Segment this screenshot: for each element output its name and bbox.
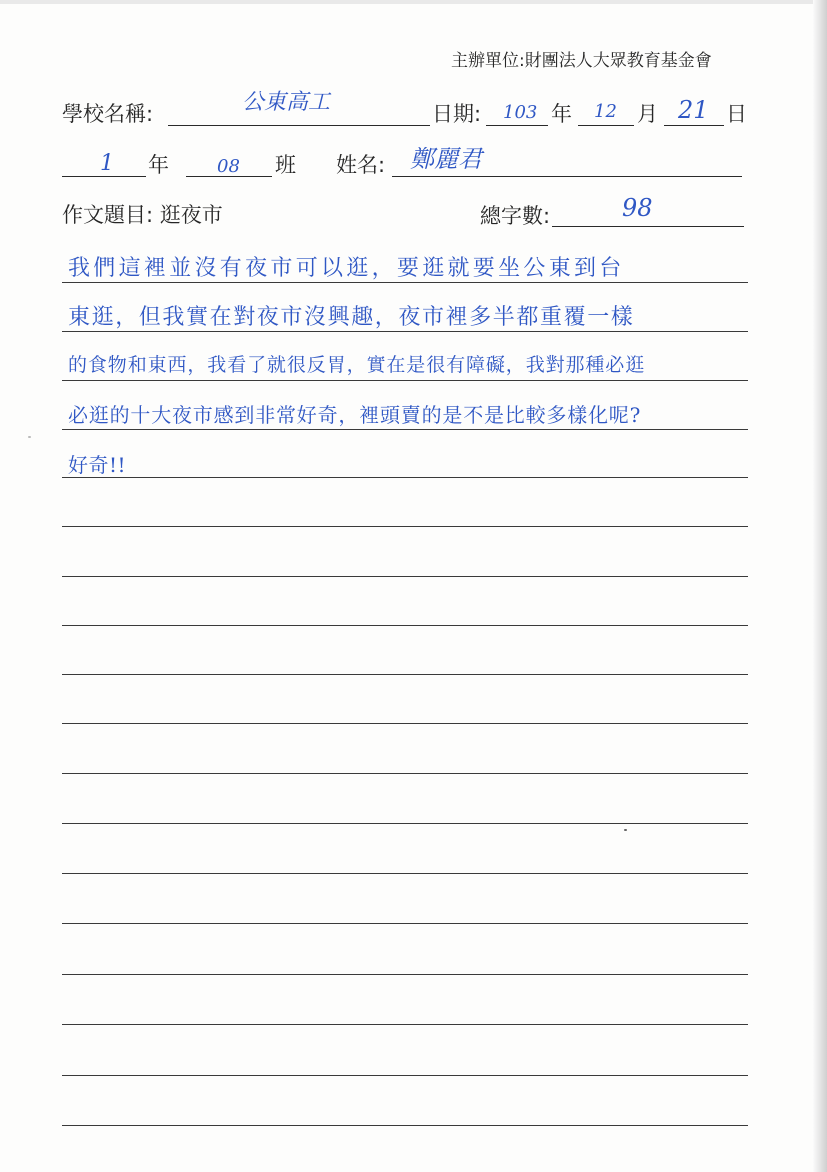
essay-line-2: 東逛，但我實在對夜市沒興趣，夜市裡多半都重覆一樣 [68, 305, 635, 330]
ruled-line [62, 1024, 748, 1025]
ruled-line [62, 1125, 748, 1126]
essay-line-5: 好奇!! [68, 453, 127, 477]
grade-label: 年 [148, 153, 169, 177]
ruled-line [62, 923, 748, 924]
class-value: 08 [217, 156, 240, 177]
date-label: 日期: [432, 102, 482, 126]
ruled-line [62, 823, 748, 824]
ruled-line [62, 674, 748, 675]
scan-speck [28, 436, 31, 438]
school-underline [168, 125, 430, 126]
ruled-line [62, 429, 748, 430]
month-value: 12 [594, 101, 617, 122]
year-underline [486, 125, 548, 126]
year-label: 年 [551, 102, 572, 126]
essay-line-1: 我們這裡並沒有夜市可以逛，要逛就要坐公東到台 [68, 256, 625, 281]
ruled-line [62, 1075, 748, 1076]
ruled-line [62, 974, 748, 975]
school-value: 公東高工 [242, 90, 331, 115]
word-count-underline [552, 226, 744, 227]
day-value: 21 [678, 96, 709, 124]
scan-right-edge [813, 0, 827, 1172]
ruled-line [62, 625, 748, 626]
essay-line-3: 的食物和東西，我看了就很反胃，實在是很有障礙，我對那種必逛 [68, 354, 646, 376]
organizer-text: 主辦單位:財團法人大眾教育基金會 [451, 51, 712, 71]
essay-line-4: 必逛的十大夜市感到非常好奇，裡頭賣的是不是比較多樣化呢? [68, 403, 642, 427]
ruled-line [62, 873, 748, 874]
ruled-line [62, 723, 748, 724]
name-label: 姓名: [336, 153, 386, 177]
ruled-line [62, 576, 748, 577]
name-value: 鄭麗君 [410, 145, 482, 173]
scan-top-edge [0, 0, 827, 4]
scan-speck [624, 829, 627, 831]
day-label: 日 [726, 102, 747, 126]
class-label: 班 [275, 153, 296, 177]
topic-label: 作文題目: 逛夜市 [62, 203, 223, 227]
word-count-label: 總字數: [480, 204, 551, 228]
ruled-line [62, 380, 748, 381]
ruled-line [62, 526, 748, 527]
word-count-value: 98 [622, 194, 653, 222]
month-label: 月 [637, 102, 658, 126]
ruled-line [62, 331, 748, 332]
school-label: 學校名稱: [62, 102, 154, 126]
day-underline [664, 125, 724, 126]
ruled-line [62, 282, 748, 283]
name-underline [392, 176, 742, 177]
ruled-line [62, 477, 748, 478]
ruled-line [62, 773, 748, 774]
grade-value: 1 [100, 151, 114, 176]
month-underline [578, 125, 634, 126]
grade-underline [62, 176, 146, 177]
year-value: 103 [503, 102, 538, 123]
